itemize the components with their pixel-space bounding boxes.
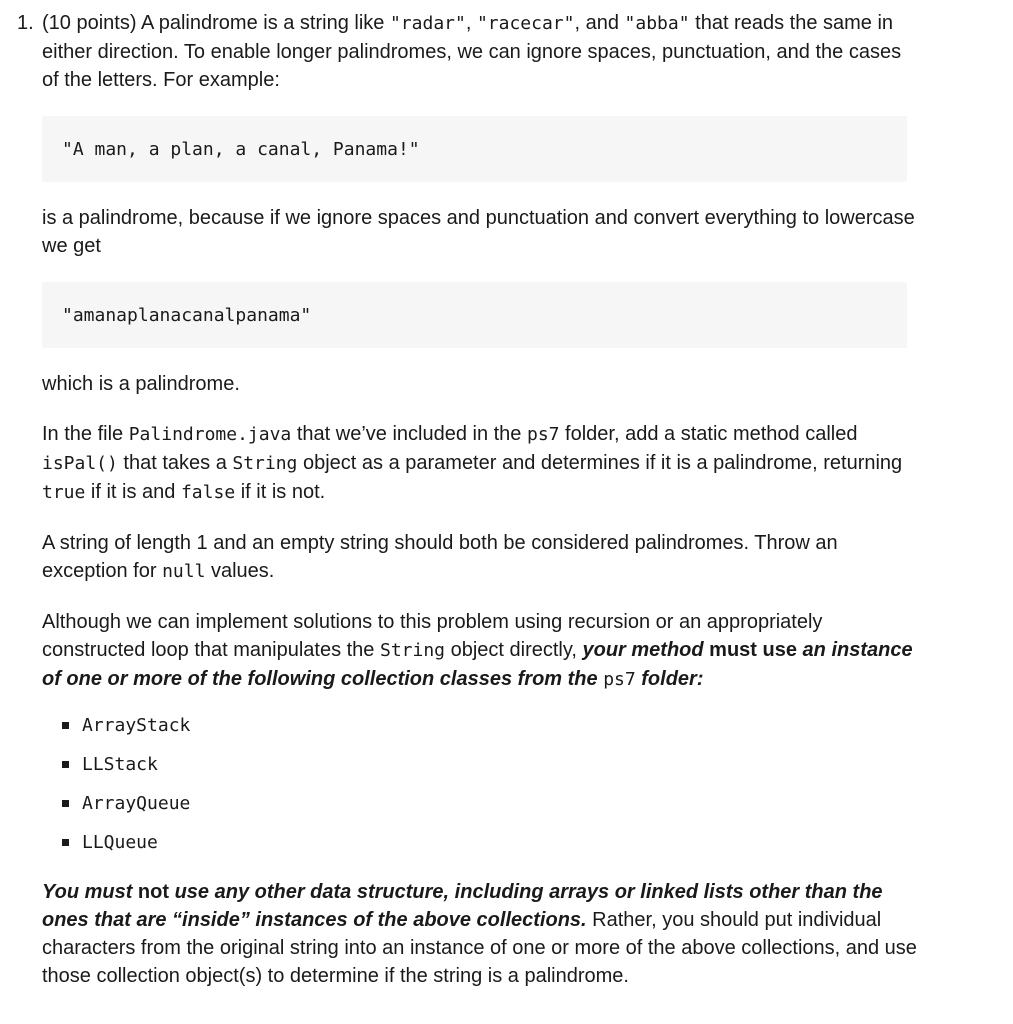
bullet-icon [62, 839, 69, 846]
example-radar: "radar" [389, 13, 466, 34]
bullet-icon [62, 800, 69, 807]
task-paragraph: In the file Palindrome.java that we’ve included in the ps7 folder, add a static method called isPal() that takes a String object as a parameter and determines if it is a palindrome, returning true if it is and false if it is not. [42, 423, 903, 503]
conclusion-paragraph: which is a palindrome. [42, 373, 240, 395]
edge-case-paragraph: A string of length 1 and an empty string should both be considered palindromes. Throw an exception for null values. [42, 532, 838, 582]
list-item: LLStack [42, 745, 922, 784]
bullet-icon [62, 761, 69, 768]
type-name: String [380, 640, 446, 661]
points-label: (10 points) [42, 12, 137, 34]
true-literal: true [42, 482, 86, 503]
requirement-paragraph: Although we can implement solutions to this problem using recursion or an appropriately constructed loop that manipulates the String object directly, your method must use an instance of one or more of the following collection classes from the ps7 folder: [42, 611, 913, 690]
bullet-icon [62, 722, 69, 729]
intro-paragraph: (10 points) A palindrome is a string like "radar", "racecar", and "abba" that reads the same in either direction. To enable longer palindromes, we can ignore spaces, punctuation, and the cases of the letters. For example: [42, 12, 902, 91]
restriction-paragraph: You must not use any other data structure, including arrays or linked lists other than the ones that are “inside” instances of the above collections. Rather, you should put individual characters from the original string into an instance of one or more of the above collections, and use those collection object(s) to determine if the string is a palindrome. [42, 881, 917, 987]
explanation-paragraph: is a palindrome, because if we ignore spaces and punctuation and convert everything to lowercase we get [42, 207, 915, 257]
folder-name: ps7 [526, 424, 560, 445]
method-name: isPal() [42, 453, 118, 474]
code-block-lowercase: "amanaplanacanalpanama" [42, 282, 907, 348]
code-block-example: "A man, a plan, a canal, Panama!" [42, 116, 907, 182]
question-body [42, 9, 922, 990]
question-number: 1. [17, 12, 34, 34]
null-literal: null [162, 561, 206, 582]
filename: Palindrome.java [128, 424, 292, 445]
list-item: ArrayStack [42, 706, 922, 745]
list-item: ArrayQueue [42, 784, 922, 823]
false-literal: false [180, 482, 236, 503]
type-name: String [232, 453, 298, 474]
list-item: LLQueue [42, 823, 922, 862]
folder-name: ps7 [603, 669, 636, 690]
example-abba: "abba" [624, 13, 690, 34]
example-racecar: "racecar" [476, 13, 575, 34]
collection-list [42, 706, 922, 862]
